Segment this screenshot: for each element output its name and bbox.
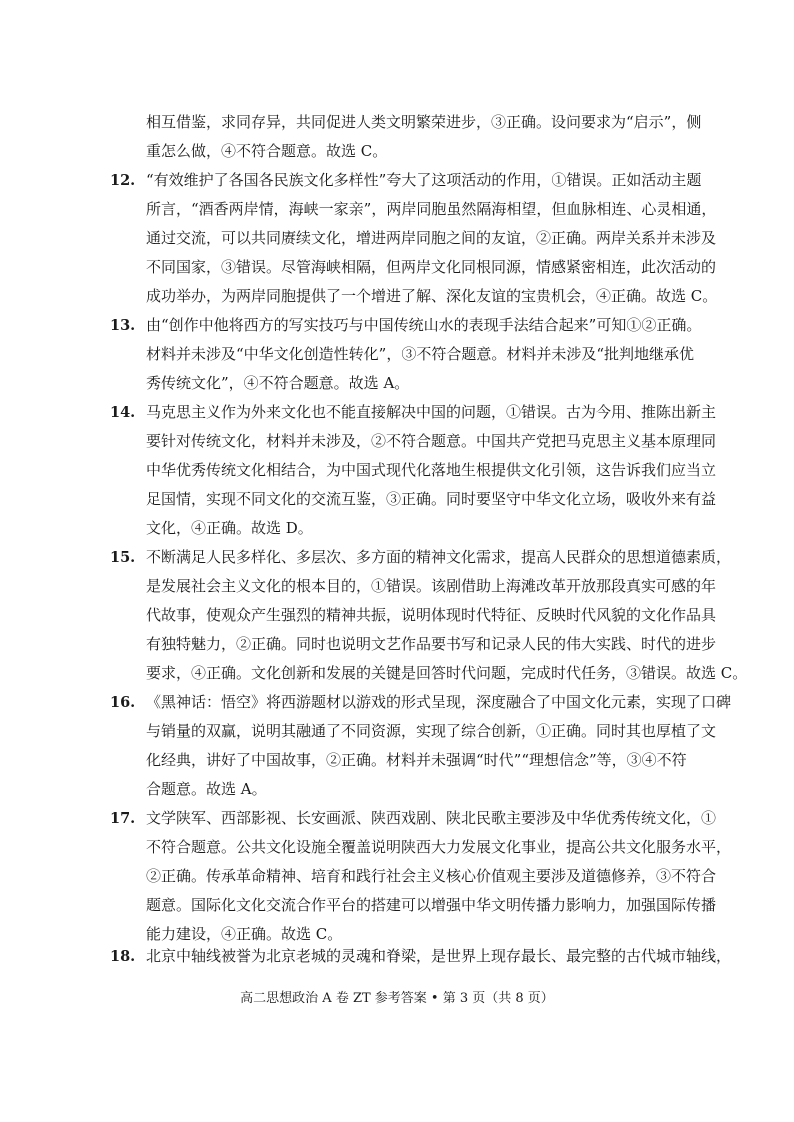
answer-line: ②正确。传承革命精神、培育和践行社会主义核心价值观主要涉及道德修养，③不符合: [146, 867, 717, 885]
answer-item-18: [110, 942, 732, 971]
answer-number: 14.: [110, 404, 136, 421]
page-footer: 高二思想政治 A 卷 ZT 参考答案 • 第 3 页（共 8 页）: [240, 991, 554, 1006]
answer-item-16: [110, 688, 732, 804]
answer-number: 12.: [110, 172, 136, 189]
answer-number: 18.: [110, 948, 136, 965]
answer-line: 与销量的双赢，说明其融通了不同资源，实现了综合创新，①正确。同时其也厚植了文: [146, 722, 717, 740]
answer-line: 中华优秀传统文化相结合，为中国式现代化落地生根提供文化引领，这告诉我们应当立: [146, 461, 717, 479]
answer-line: 《黑神话：悟空》将西游题材以游戏的形式呈现，深度融合了中国文化元素，实现了口碑: [146, 693, 732, 711]
answer-line: 北京中轴线被誉为北京老城的灵魂和脊梁，是世界上现存最长、最完整的古代城市轴线，: [146, 947, 732, 965]
answer-line: 能力建设，④正确。故选 C。: [146, 925, 343, 943]
answer-line: “有效维护了各国各民族文化多样性”夸大了这项活动的作用，①错误。正如活动主题: [146, 171, 702, 189]
answer-line: 足国情，实现不同文化的交流互鉴，③正确。同时要坚守中华文化立场，吸收外来有益: [146, 490, 717, 508]
answer-line: 有独特魅力，②正确。同时也说明文艺作品要书写和记录人民的伟大实践、时代的进步: [146, 635, 717, 653]
answer-line: 通过交流，可以共同赓续文化，增进两岸同胞之间的友谊，②正确。两岸关系并未涉及: [146, 229, 717, 247]
answer-line: 题意。国际化文化交流合作平台的搭建可以增强中华文明传播力影响力，加强国际传播: [146, 896, 717, 914]
answer-line: 要求，④正确。文化创新和发展的关键是回答时代问题，完成时代任务，③错误。故选 C。: [146, 664, 748, 682]
answer-line: 文化，④正确。故选 D。: [146, 519, 313, 537]
answer-line: 由“创作中他将西方的写实技巧与中国传统山水的表现手法结合起来”可知①②正确。: [146, 316, 702, 334]
answer-item-12: [110, 166, 718, 311]
answer-line: 代故事，使观众产生强烈的精神共振，说明体现时代特征、反映时代风貌的文化作品具: [146, 606, 717, 624]
answer-line: 不同国家，③错误。尽管海峡相隔，但两岸文化同根同源，情感紧密相连，此次活动的: [146, 258, 717, 276]
answer-item-13: [110, 311, 702, 398]
answer-line: 相互借鉴，求同存异，共同促进人类文明繁荣进步，③正确。设问要求为“启示”，侧: [146, 113, 702, 131]
answer-line: 文学陕军、西部影视、长安画派、陕西戏剧、陕北民歌主要涉及中华优秀传统文化，①: [146, 809, 717, 827]
answer-line: 重怎么做，④不符合题意。故选 C。: [146, 142, 388, 160]
answer-line: 是发展社会主义文化的根本目的，①错误。该剧借助上海滩改革开放那段真实可感的年: [146, 577, 717, 595]
answer-line: 化经典，讲好了中国故事，②正确。材料并未强调“时代”“理想信念”等，③④不符: [146, 751, 687, 769]
answer-line: 材料并未涉及“中华文化创造性转化”，③不符合题意。材料并未涉及“批判地继承优: [146, 345, 695, 363]
answer-number: 16.: [110, 694, 136, 711]
answer-item-17: [110, 804, 732, 949]
answer-continuation: [110, 108, 702, 166]
answer-line: 不符合题意。公共文化设施全覆盖说明陕西大力发展文化事业，提高公共文化服务水平，: [146, 838, 732, 856]
answer-number: 15.: [110, 549, 136, 566]
answer-line: 马克思主义作为外来文化也不能直接解决中国的问题，①错误。古为今用、推陈出新主: [146, 403, 717, 421]
answer-line: 合题意。故选 A。: [146, 780, 267, 798]
answer-item-14: [110, 398, 717, 543]
answer-line: 不断满足人民多样化、多层次、多方面的精神文化需求，提高人民群众的思想道德素质，: [146, 548, 732, 566]
answer-line: 所言，“酒香两岸情，海峡一家亲”，两岸同胞虽然隔海相望，但血脉相连、心灵相通，: [146, 200, 717, 218]
answer-number: 17.: [110, 810, 136, 827]
answer-line: 秀传统文化”，④不符合题意。故选 A。: [146, 374, 410, 392]
answer-line: 成功举办，为两岸同胞提供了一个增进了解、深化友谊的宝贵机会，④正确。故选 C。: [146, 287, 718, 305]
answer-line: 要针对传统文化，材料并未涉及，②不符合题意。中国共产党把马克思主义基本原理同: [146, 432, 717, 450]
answer-number: 13.: [110, 317, 136, 334]
answer-item-15: [110, 543, 748, 688]
